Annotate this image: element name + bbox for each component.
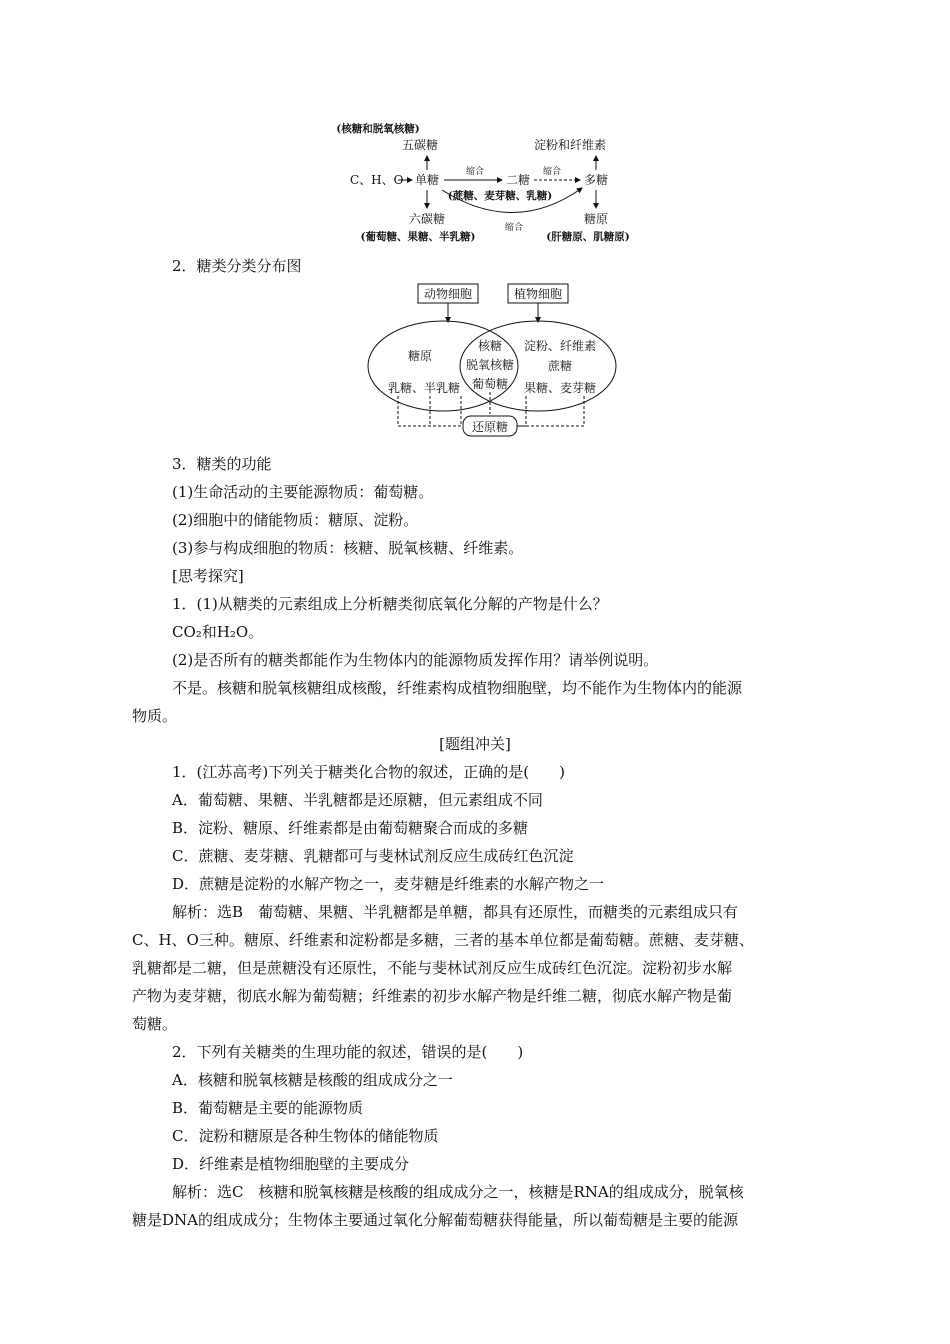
polysaccharide-label: 多糖 xyxy=(583,173,609,187)
answer-1-2-line1: 不是。核糖和脱氧核糖组成核酸，纤维素构成植物细胞壁，均不能作为生物体内的能源 xyxy=(172,679,743,697)
exercise-1-analysis-line5: 萄糖。 xyxy=(132,1015,178,1033)
glucose-text: 葡萄糖 xyxy=(471,377,509,391)
pentose-label: 五碳糖 xyxy=(401,138,439,152)
ribose-text: 核糖 xyxy=(477,339,503,353)
reducing-sugar-label: 还原糖 xyxy=(471,420,509,434)
condense-label-1: 缩合 xyxy=(465,167,485,177)
answer-1-2-line2: 物质。 xyxy=(132,707,178,725)
glycogen-label: 糖原 xyxy=(583,212,609,226)
fructose-maltose-text: 果糖、麦芽糖 xyxy=(523,381,597,395)
exercise-1-analysis-line3: 乳糖都是二糖，但是蔗糖没有还原性，不能与斐林试剂反应生成砖红色沉淀。淀粉初步水解 xyxy=(132,959,733,977)
function-2: (2)细胞中的储能物质：糖原、淀粉。 xyxy=(172,511,419,529)
function-1: (1)生命活动的主要能源物质：葡萄糖。 xyxy=(172,483,434,501)
plant-cell-label: 植物细胞 xyxy=(513,287,563,301)
exercise-2-analysis-line2: 糖是DNA的组成成分；生物体主要通过氧化分解葡萄糖获得能量，所以葡萄糖是主要的能源 xyxy=(132,1211,738,1229)
question-1-1: 1．(1)从糖类的元素组成上分析糖类彻底氧化分解的产物是什么？ xyxy=(172,595,608,613)
condense-label-3: 缩合 xyxy=(504,223,524,233)
section-3-title: 3．糖类的功能 xyxy=(172,455,272,473)
hexose-examples: (葡萄糖、果糖、半乳糖) xyxy=(360,231,476,243)
exercise-2-analysis-line1: 解析：选C 核糖和脱氧核糖是核酸的组成成分之一，核糖是RNA的组成成分，脱氧核 xyxy=(172,1183,744,1201)
glycogen-examples: (肝糖原、肌糖原) xyxy=(546,231,630,243)
exercise-2-question: 2．下列有关糖类的生理功能的叙述，错误的是( ) xyxy=(172,1043,524,1061)
starch-cellulose-text: 淀粉、纤维素 xyxy=(523,339,597,353)
exercise-2-option-d: D．纤维素是植物细胞壁的主要成分 xyxy=(172,1155,410,1173)
sugar-distribution-venn-diagram xyxy=(358,280,620,440)
disaccharide-examples: (蔗糖、麦芽糖、乳糖) xyxy=(447,190,553,202)
exercise-2-option-c: C．淀粉和糖原是各种生物体的储能物质 xyxy=(172,1127,439,1145)
exercise-1-analysis-line1: 解析：选B 葡萄糖、果糖、半乳糖都是单糖，都具有还原性，而糖类的元素组成只有 xyxy=(172,903,739,921)
exercise-1-option-c: C．蔗糖、麦芽糖、乳糖都可与斐林试剂反应生成砖红色沉淀 xyxy=(172,847,574,865)
sucrose-text: 蔗糖 xyxy=(547,359,573,373)
animal-cell-label: 动物细胞 xyxy=(423,287,473,301)
elements-label: C、H、O xyxy=(350,173,404,187)
condense-label-2: 缩合 xyxy=(542,167,562,177)
function-3: (3)参与构成细胞的物质：核糖、脱氧核糖、纤维素。 xyxy=(172,539,524,557)
think-explore-heading: [思考探究] xyxy=(172,567,244,585)
answer-1-1: CO₂和H₂O。 xyxy=(172,623,264,641)
question-1-2: (2)是否所有的糖类都能作为生物体内的能源物质发挥作用？请举例说明。 xyxy=(172,651,659,669)
exercise-1-analysis-line4: 产物为麦芽糖，彻底水解为葡萄糖；纤维素的初步水解产物是纤维二糖，彻底水解产物是葡 xyxy=(132,987,733,1005)
pentose-note: (核糖和脱氧核糖) xyxy=(336,123,420,135)
sugar-classification-diagram xyxy=(330,118,630,250)
disaccharide-label: 二糖 xyxy=(505,173,531,187)
exercise-1-option-b: B．淀粉、糖原、纤维素都是由葡萄糖聚合而成的多糖 xyxy=(172,819,529,837)
exercise-2-option-b: B．葡萄糖是主要的能源物质 xyxy=(172,1099,364,1117)
section-2-title: 2．糖类分类分布图 xyxy=(172,257,302,275)
lactose-galactose-text: 乳糖、半乳糖 xyxy=(387,381,461,395)
exercise-2-option-a: A．核糖和脱氧核糖是核酸的组成成分之一 xyxy=(172,1071,453,1089)
monosaccharide-label: 单糖 xyxy=(414,173,440,187)
glycogen-text: 糖原 xyxy=(407,349,433,363)
hexose-label: 六碳糖 xyxy=(408,212,446,226)
deoxyribose-text: 脱氧核糖 xyxy=(465,358,515,372)
exercise-group-heading: [题组冲关] xyxy=(439,735,511,753)
exercise-1-question: 1．(江苏高考)下列关于糖类化合物的叙述，正确的是( ) xyxy=(172,763,565,781)
exercise-1-analysis-line2: C、H、O三种。糖原、纤维素和淀粉都是多糖，三者的基本单位都是葡萄糖。蔗糖、麦芽糖、 xyxy=(132,931,754,949)
polysaccharide-plant-label: 淀粉和纤维素 xyxy=(533,138,607,152)
exercise-1-option-a: A．葡萄糖、果糖、半乳糖都是还原糖，但元素组成不同 xyxy=(172,791,543,809)
exercise-1-option-d: D．蔗糖是淀粉的水解产物之一，麦芽糖是纤维素的水解产物之一 xyxy=(172,875,605,893)
